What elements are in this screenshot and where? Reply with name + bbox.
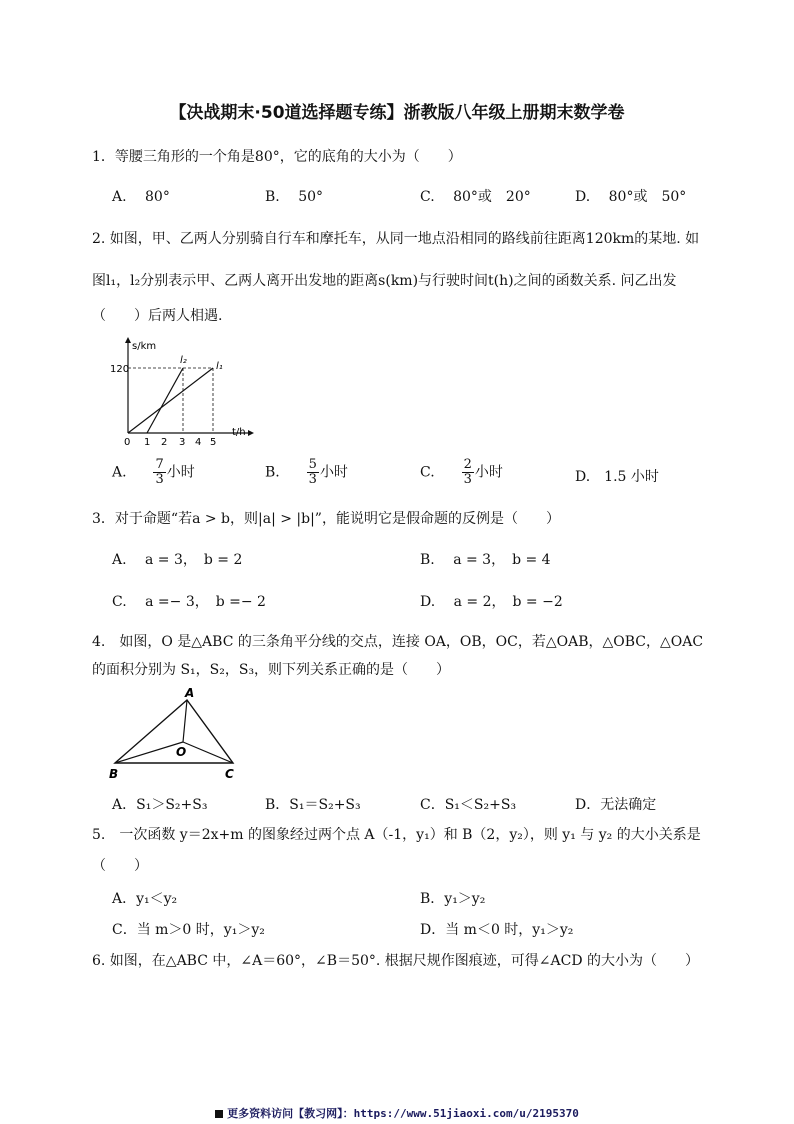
q5-option-a: A．y₁＜y₂ — [112, 891, 178, 907]
q4-option-a: A．S₁＞S₂+S₃ — [112, 797, 208, 813]
q4-option-b: B．S₁＝S₂+S₃ — [265, 797, 361, 813]
q1-option-b: B. 50° — [265, 189, 324, 205]
q2-option-a-label: A. — [112, 464, 127, 481]
vertex-a-label: A — [185, 686, 195, 700]
tick-0: 0 — [124, 437, 131, 447]
q3-option-d: D. a = 2， b = −2 — [420, 594, 563, 610]
label-l1: l₁ — [216, 361, 223, 372]
q3-option-c: C. a =− 3， b =− 2 — [112, 594, 266, 610]
q2-option-b-unit: 小时 — [319, 464, 348, 481]
q2-option-c-label: C. — [420, 464, 435, 481]
q5-option-c: C．当 m＞0 时，y₁＞y₂ — [112, 922, 265, 938]
page-footer — [0, 1105, 794, 1121]
q4-option-d: D．无法确定 — [575, 797, 657, 813]
flag-icon — [215, 1110, 223, 1118]
q3-option-a: A. a = 3， b = 2 — [112, 552, 243, 568]
x-axis-arrow — [248, 430, 254, 436]
footer-link[interactable]: 更多资料访问【教习网】：https://www.51jiaoxi.com/u/2195370 — [227, 1107, 579, 1120]
point-o-label: O — [176, 745, 187, 759]
line-l1 — [128, 368, 213, 433]
vertex-b-label: B — [109, 767, 119, 781]
q4-stem-line1: 4. 如图，O 是△ABC 的三条角平分线的交点，连接 OA，OB，OC，若△OAB，△OBC，△OAC — [92, 634, 704, 650]
q3-option-b: B. a = 3， b = 4 — [420, 552, 551, 568]
triangle-abc — [115, 700, 233, 763]
q4-stem-line2: 的面积分别为 S₁，S₂，S₃，则下列关系正确的是（ ） — [92, 662, 451, 678]
q2-stem-line1: 2. 如图，甲、乙两人分别骑自行车和摩托车，从同一地点沿相同的路线前往距离120km的某地. 如 — [92, 231, 700, 247]
label-l2: l₂ — [180, 355, 187, 366]
q4-option-c: C．S₁＜S₂+S₃ — [420, 797, 517, 813]
y-axis-arrow — [125, 337, 131, 343]
q2-option-a-fraction: $\frac{7}{3}$ — [155, 457, 164, 487]
q2-option-b — [265, 458, 348, 487]
tick-1: 1 — [144, 437, 151, 447]
y-axis-label: s/km — [132, 341, 157, 352]
q2-option-d: D. 1.5 小时 — [575, 469, 659, 485]
triangle-figure — [105, 686, 245, 781]
q1-option-a: A. 80° — [112, 189, 170, 205]
q5-option-d: D．当 m＜0 时，y₁＞y₂ — [420, 922, 574, 938]
x-axis-label: t/h — [232, 427, 246, 438]
q2-option-c-fraction: $\frac{2}{3}$ — [463, 457, 472, 487]
segment-ob — [115, 742, 183, 763]
tick-2: 2 — [161, 437, 168, 447]
segment-oa — [183, 700, 187, 742]
q3-stem: 3．对于命题“若a > b，则|a| > |b|”，能说明它是假命题的反例是（ ） — [92, 511, 560, 527]
q2-option-a — [112, 458, 195, 487]
q1-stem: 1．等腰三角形的一个角是80°，它的底角的大小为（ ） — [92, 149, 462, 165]
q5-option-b: B．y₁＞y₂ — [420, 891, 486, 907]
q5-stem-line2: （ ） — [92, 858, 148, 874]
q2-option-b-fraction: $\frac{5}{3}$ — [308, 457, 317, 487]
q2-option-c — [420, 458, 503, 487]
q2-stem-line2: 图l₁，l₂分别表示甲、乙两人离开出发地的距离s(km)与行驶时间t(h)之间的函数关系. 问乙出发 — [92, 273, 677, 289]
q5-stem-line1: 5. 一次函数 y＝2x+m 的图象经过两个点 A（-1，y₁）和 B（2，y₂），则 y₁ 与 y₂ 的大小关系是 — [92, 827, 701, 843]
vertex-c-label: C — [225, 767, 234, 781]
tick-4: 4 — [195, 437, 202, 447]
q1-option-d: D. 80°或 50° — [575, 189, 687, 205]
q2-option-a-unit: 小时 — [166, 464, 195, 481]
tick-120: 120 — [110, 364, 130, 375]
tick-3: 3 — [179, 437, 186, 447]
distance-time-graph — [108, 335, 258, 447]
q6-stem: 6. 如图，在△ABC 中，∠A＝60°，∠B＝50°. 根据尺规作图痕迹，可得∠ACD 的大小为（ ） — [92, 953, 700, 969]
q2-option-b-label: B. — [265, 464, 280, 481]
tick-5: 5 — [210, 437, 217, 447]
line-l2 — [147, 368, 183, 433]
q1-option-c: C. 80°或 20° — [420, 189, 531, 205]
q2-stem-line3: （ ）后两人相遇. — [92, 308, 223, 324]
page-title: 【决战期末·50道选择题专练】浙教版八年级上册期末数学卷 — [169, 103, 625, 123]
q2-option-c-unit: 小时 — [474, 464, 503, 481]
